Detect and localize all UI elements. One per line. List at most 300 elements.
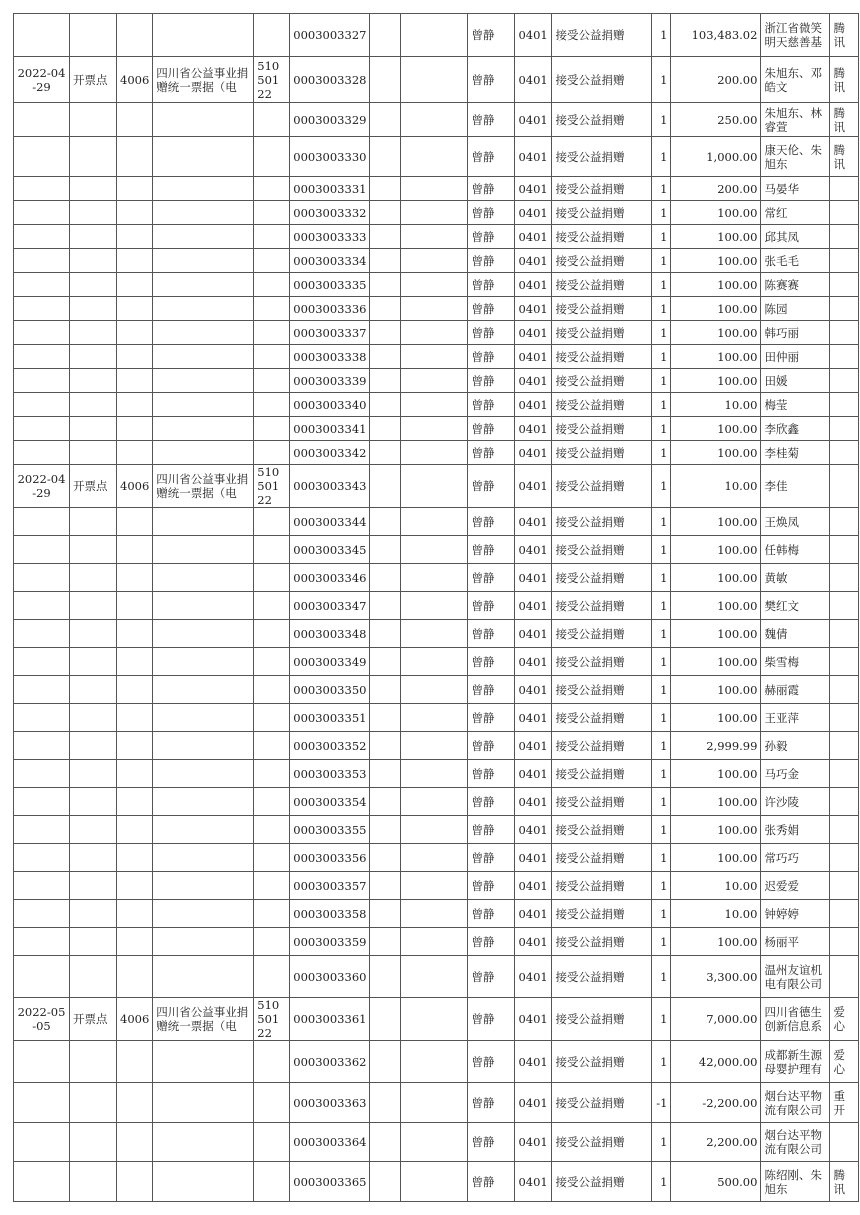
bill-code-cell — [254, 592, 290, 620]
point-cell — [70, 297, 117, 321]
bill-name-cell — [153, 648, 254, 676]
ticket-number-cell — [290, 393, 370, 417]
ticket-number-cell — [290, 704, 370, 732]
bill-name-cell — [153, 201, 254, 225]
blank-cell-1 — [370, 345, 401, 369]
bill-name-cell — [153, 788, 254, 816]
quantity-cell-text: 1 — [660, 421, 668, 436]
donor-cell-text: 任韩梅 — [764, 542, 799, 557]
item-name-cell-text: 接受公益捐赠 — [555, 253, 625, 268]
point-cell — [70, 1162, 117, 1202]
item-name-cell-text: 接受公益捐赠 — [555, 710, 625, 725]
item-name-cell-text: 接受公益捐赠 — [555, 934, 625, 949]
item-code-cell — [515, 441, 552, 465]
date-cell — [14, 508, 70, 536]
payee-cell — [468, 103, 515, 137]
donor-cell — [761, 998, 830, 1041]
payee-cell-text: 曾静 — [471, 72, 495, 87]
quantity-cell — [652, 592, 671, 620]
donor-cell — [761, 676, 830, 704]
item-name-cell — [552, 872, 652, 900]
donor-cell — [761, 225, 830, 249]
item-name-cell-text: 接受公益捐赠 — [555, 654, 625, 669]
donor-cell — [761, 177, 830, 201]
table-row — [14, 369, 859, 393]
quantity-cell — [652, 620, 671, 648]
donor-cell — [761, 393, 830, 417]
donor-cell — [761, 648, 830, 676]
amount-cell — [671, 620, 761, 648]
note-cell — [830, 928, 859, 956]
blank-cell-1 — [370, 249, 401, 273]
quantity-cell — [652, 225, 671, 249]
bill-code-cell — [254, 620, 290, 648]
blank-cell-1 — [370, 1041, 401, 1083]
item-code-cell — [515, 676, 552, 704]
item-code-cell-text: 0401 — [518, 969, 548, 984]
donor-cell — [761, 564, 830, 592]
bill-code-cell — [254, 1123, 290, 1162]
amount-cell-text: 100.00 — [717, 301, 758, 316]
blank-cell-1 — [370, 137, 401, 177]
amount-cell-text: 100.00 — [717, 850, 758, 865]
ticket-number-cell-text: 0003003360 — [293, 969, 367, 984]
quantity-cell — [652, 816, 671, 844]
table-row — [14, 321, 859, 345]
payee-cell-text: 曾静 — [471, 710, 495, 725]
date-cell — [14, 564, 70, 592]
donor-cell-text: 温州友谊机电有限公司 — [764, 962, 822, 991]
item-name-cell — [552, 816, 652, 844]
amount-cell-text: 100.00 — [717, 794, 758, 809]
quantity-cell-text: 1 — [660, 1135, 668, 1149]
blank-cell-2 — [401, 393, 468, 417]
date-cell — [14, 1041, 70, 1083]
quantity-cell-text: 1 — [660, 373, 668, 388]
point-cell — [70, 648, 117, 676]
point-cell — [70, 844, 117, 872]
point-cell — [70, 900, 117, 928]
item-code-cell — [515, 273, 552, 297]
amount-cell-text: 1,000.00 — [706, 149, 758, 164]
table-row — [14, 393, 859, 417]
ticket-number-cell — [290, 417, 370, 441]
bill-code-cell — [254, 345, 290, 369]
item-code-cell-text: 0401 — [518, 1135, 548, 1149]
note-cell — [830, 732, 859, 760]
date-cell — [14, 225, 70, 249]
point-cell — [70, 732, 117, 760]
item-code-cell — [515, 345, 552, 369]
donor-cell-text: 孙毅 — [764, 738, 788, 753]
payee-cell — [468, 536, 515, 564]
blank-cell-2 — [401, 249, 468, 273]
code-cell — [117, 321, 153, 345]
date-cell — [14, 732, 70, 760]
item-name-cell — [552, 732, 652, 760]
date-cell — [14, 249, 70, 273]
amount-cell — [671, 103, 761, 137]
amount-cell-text: 100.00 — [717, 349, 758, 364]
quantity-cell — [652, 1041, 671, 1083]
blank-cell-1 — [370, 998, 401, 1041]
bill-name-cell — [153, 417, 254, 441]
point-cell — [70, 441, 117, 465]
payee-cell-text: 曾静 — [471, 445, 495, 460]
note-cell — [830, 676, 859, 704]
payee-cell — [468, 956, 515, 998]
payee-cell — [468, 704, 515, 732]
ticket-number-cell — [290, 844, 370, 872]
blank-cell-1 — [370, 297, 401, 321]
table-row — [14, 536, 859, 564]
item-name-cell — [552, 297, 652, 321]
item-name-cell — [552, 321, 652, 345]
quantity-cell-text: 1 — [660, 934, 668, 949]
ticket-number-cell — [290, 900, 370, 928]
quantity-cell — [652, 249, 671, 273]
payee-cell — [468, 1123, 515, 1162]
payee-cell — [468, 508, 515, 536]
donor-cell — [761, 465, 830, 508]
item-code-cell — [515, 1083, 552, 1123]
bill-name-cell — [153, 441, 254, 465]
donor-cell — [761, 704, 830, 732]
item-code-cell-text: 0401 — [518, 1054, 548, 1069]
table-row — [14, 648, 859, 676]
bill-name-cell — [153, 273, 254, 297]
bill-code-cell — [254, 273, 290, 297]
date-cell — [14, 676, 70, 704]
item-name-cell-text: 接受公益捐赠 — [555, 397, 625, 412]
amount-cell-text: 500.00 — [717, 1174, 758, 1189]
blank-cell-1 — [370, 592, 401, 620]
amount-cell-text: 100.00 — [717, 205, 758, 220]
payee-cell — [468, 760, 515, 788]
donor-cell-text: 魏倩 — [764, 626, 788, 641]
date-cell — [14, 103, 70, 137]
blank-cell-2 — [401, 1162, 468, 1202]
quantity-cell — [652, 760, 671, 788]
bill-code-cell — [254, 956, 290, 998]
item-name-cell — [552, 1162, 652, 1202]
date-cell — [14, 137, 70, 177]
note-cell — [830, 998, 859, 1041]
payee-cell-text: 曾静 — [471, 28, 495, 42]
item-name-cell — [552, 676, 652, 704]
amount-cell-text: 100.00 — [717, 421, 758, 436]
code-cell — [117, 648, 153, 676]
donor-cell-text: 韩巧丽 — [764, 325, 799, 340]
donor-cell-text: 张毛毛 — [764, 253, 799, 268]
payee-cell — [468, 676, 515, 704]
ticket-number-cell-text: 0003003356 — [293, 850, 367, 865]
date-cell — [14, 273, 70, 297]
payee-cell — [468, 732, 515, 760]
point-cell — [70, 704, 117, 732]
date-cell — [14, 1123, 70, 1162]
blank-cell-1 — [370, 788, 401, 816]
blank-cell-2 — [401, 760, 468, 788]
quantity-cell — [652, 201, 671, 225]
payee-cell-text: 曾静 — [471, 181, 495, 196]
donor-cell — [761, 137, 830, 177]
item-name-cell-text: 接受公益捐赠 — [555, 349, 625, 364]
blank-cell-2 — [401, 1123, 468, 1162]
item-code-cell-text: 0401 — [518, 1012, 548, 1026]
bill-code-cell — [254, 297, 290, 321]
ticket-number-cell-text: 0003003338 — [293, 349, 367, 364]
item-code-cell-text: 0401 — [518, 598, 548, 613]
quantity-cell — [652, 417, 671, 441]
quantity-cell — [652, 928, 671, 956]
ticket-number-cell — [290, 1162, 370, 1202]
note-cell — [830, 900, 859, 928]
note-cell — [830, 508, 859, 536]
item-code-cell — [515, 177, 552, 201]
donor-cell — [761, 816, 830, 844]
blank-cell-2 — [401, 441, 468, 465]
amount-cell-text: 100.00 — [717, 570, 758, 585]
note-cell — [830, 273, 859, 297]
ticket-number-cell — [290, 760, 370, 788]
quantity-cell — [652, 57, 671, 103]
date-cell — [14, 900, 70, 928]
item-code-cell — [515, 620, 552, 648]
item-code-cell-text: 0401 — [518, 1095, 548, 1110]
ticket-number-cell-text: 0003003345 — [293, 542, 367, 557]
amount-cell-text: 7,000.00 — [706, 1012, 758, 1026]
ticket-number-cell — [290, 321, 370, 345]
amount-cell-text: 100.00 — [717, 253, 758, 268]
quantity-cell-text: 1 — [660, 794, 668, 809]
blank-cell-1 — [370, 844, 401, 872]
code-cell — [117, 14, 153, 57]
point-cell — [70, 536, 117, 564]
ticket-number-cell-text: 0003003334 — [293, 253, 367, 268]
item-name-cell-text: 接受公益捐赠 — [555, 1012, 625, 1026]
code-cell — [117, 844, 153, 872]
date-cell — [14, 704, 70, 732]
bill-code-cell — [254, 1083, 290, 1123]
point-cell — [70, 872, 117, 900]
item-name-cell — [552, 508, 652, 536]
item-name-cell-text: 接受公益捐赠 — [555, 72, 625, 87]
item-name-cell-text: 接受公益捐赠 — [555, 301, 625, 316]
quantity-cell — [652, 998, 671, 1041]
table-row — [14, 928, 859, 956]
code-cell — [117, 1123, 153, 1162]
item-name-cell-text: 接受公益捐赠 — [555, 906, 625, 921]
bill-name-cell — [153, 1123, 254, 1162]
table-row — [14, 14, 859, 57]
ticket-number-cell — [290, 249, 370, 273]
note-cell — [830, 137, 859, 177]
bill-code-cell — [254, 900, 290, 928]
donor-cell — [761, 900, 830, 928]
blank-cell-1 — [370, 956, 401, 998]
item-name-cell — [552, 201, 652, 225]
point-cell — [70, 508, 117, 536]
quantity-cell — [652, 1162, 671, 1202]
note-cell — [830, 297, 859, 321]
quantity-cell-text: 1 — [660, 28, 668, 42]
item-code-cell — [515, 201, 552, 225]
blank-cell-2 — [401, 225, 468, 249]
note-cell — [830, 14, 859, 57]
donor-cell — [761, 297, 830, 321]
note-cell-text: 腾讯 — [833, 105, 845, 134]
note-cell — [830, 816, 859, 844]
payee-cell-text: 曾静 — [471, 766, 495, 781]
table-row — [14, 417, 859, 441]
donor-cell-text: 成都新生源母婴护理有 — [764, 1047, 822, 1076]
quantity-cell-text: 1 — [660, 479, 668, 493]
item-code-cell-text: 0401 — [518, 397, 548, 412]
amount-cell-text: 100.00 — [717, 626, 758, 641]
item-name-cell-text: 接受公益捐赠 — [555, 850, 625, 865]
bill-name-cell — [153, 369, 254, 393]
ticket-number-cell — [290, 103, 370, 137]
code-cell — [117, 465, 153, 508]
ticket-number-cell-text: 0003003352 — [293, 738, 367, 753]
note-cell — [830, 321, 859, 345]
item-name-cell-text: 接受公益捐赠 — [555, 738, 625, 753]
code-cell — [117, 393, 153, 417]
amount-cell — [671, 465, 761, 508]
ticket-number-cell — [290, 592, 370, 620]
table-row — [14, 732, 859, 760]
code-cell — [117, 1083, 153, 1123]
donor-cell — [761, 788, 830, 816]
ticket-number-cell — [290, 928, 370, 956]
amount-cell — [671, 1083, 761, 1123]
blank-cell-2 — [401, 508, 468, 536]
donor-cell-text: 田媛 — [764, 373, 788, 388]
item-name-cell-text: 接受公益捐赠 — [555, 794, 625, 809]
payee-cell-text: 曾静 — [471, 149, 495, 164]
item-code-cell — [515, 57, 552, 103]
item-code-cell-text: 0401 — [518, 445, 548, 460]
amount-cell-text: 100.00 — [717, 598, 758, 613]
donor-cell — [761, 417, 830, 441]
note-cell — [830, 249, 859, 273]
point-cell — [70, 928, 117, 956]
item-code-cell-text: 0401 — [518, 570, 548, 585]
blank-cell-2 — [401, 369, 468, 393]
ticket-number-cell — [290, 297, 370, 321]
bill-code-cell — [254, 508, 290, 536]
payee-cell-text: 曾静 — [471, 850, 495, 865]
blank-cell-1 — [370, 732, 401, 760]
point-cell — [70, 103, 117, 137]
bill-name-cell — [153, 564, 254, 592]
ticket-number-cell — [290, 872, 370, 900]
bill-name-cell — [153, 345, 254, 369]
item-name-cell-text: 接受公益捐赠 — [555, 969, 625, 984]
payee-cell — [468, 177, 515, 201]
donor-cell-text: 梅莹 — [764, 397, 788, 412]
amount-cell — [671, 297, 761, 321]
item-code-cell-text: 0401 — [518, 934, 548, 949]
blank-cell-2 — [401, 956, 468, 998]
table-row — [14, 998, 859, 1041]
date-cell — [14, 393, 70, 417]
item-code-cell-text: 0401 — [518, 149, 548, 164]
blank-cell-1 — [370, 620, 401, 648]
item-name-cell-text: 接受公益捐赠 — [555, 277, 625, 292]
amount-cell — [671, 177, 761, 201]
code-cell — [117, 1041, 153, 1083]
blank-cell-2 — [401, 872, 468, 900]
donor-cell-text: 柴雪梅 — [764, 654, 799, 669]
payee-cell-text: 曾静 — [471, 421, 495, 436]
item-code-cell-text: 0401 — [518, 421, 548, 436]
donor-cell-text: 赫丽霞 — [764, 682, 799, 697]
payee-cell-text: 曾静 — [471, 570, 495, 585]
note-cell — [830, 536, 859, 564]
table-row — [14, 273, 859, 297]
payee-cell-text: 曾静 — [471, 794, 495, 809]
quantity-cell — [652, 465, 671, 508]
bill-name-cell — [153, 620, 254, 648]
quantity-cell-text: 1 — [660, 72, 668, 87]
ticket-number-cell-text: 0003003353 — [293, 766, 367, 781]
item-code-cell — [515, 137, 552, 177]
donor-cell-text: 康天伦、朱旭东 — [764, 142, 822, 171]
amount-cell-text: 200.00 — [717, 181, 758, 196]
amount-cell-text: 100.00 — [717, 766, 758, 781]
donor-cell — [761, 103, 830, 137]
bill-name-cell — [153, 816, 254, 844]
payee-cell — [468, 321, 515, 345]
quantity-cell — [652, 1123, 671, 1162]
date-cell — [14, 345, 70, 369]
donor-cell-text: 陈绍刚、朱旭东 — [764, 1167, 822, 1196]
item-name-cell — [552, 998, 652, 1041]
item-code-cell-text: 0401 — [518, 479, 548, 493]
amount-cell-text: 10.00 — [724, 397, 758, 412]
bill-code-cell — [254, 57, 290, 103]
amount-cell — [671, 508, 761, 536]
ledger-body — [14, 14, 859, 1202]
bill-name-cell-text: 四川省公益事业捐赠统一票据（电 — [156, 472, 249, 500]
payee-cell-text: 曾静 — [471, 682, 495, 697]
quantity-cell-text: 1 — [660, 1012, 668, 1026]
donor-cell — [761, 872, 830, 900]
table-row — [14, 1083, 859, 1123]
ticket-number-cell-text: 0003003359 — [293, 934, 367, 949]
item-code-cell-text: 0401 — [518, 1174, 548, 1189]
bill-code-cell — [254, 441, 290, 465]
date-cell — [14, 928, 70, 956]
ticket-number-cell-text: 0003003336 — [293, 301, 367, 316]
ticket-number-cell — [290, 14, 370, 57]
date-cell — [14, 369, 70, 393]
item-code-cell-text: 0401 — [518, 205, 548, 220]
table-row — [14, 872, 859, 900]
date-cell-text: 2022-04-29 — [17, 472, 66, 500]
blank-cell-1 — [370, 508, 401, 536]
donor-cell-text: 邱其凤 — [764, 229, 799, 244]
amount-cell — [671, 872, 761, 900]
quantity-cell-text: 1 — [660, 205, 668, 220]
amount-cell — [671, 441, 761, 465]
ticket-number-cell — [290, 441, 370, 465]
quantity-cell — [652, 177, 671, 201]
payee-cell-text: 曾静 — [471, 626, 495, 641]
item-name-cell — [552, 225, 652, 249]
